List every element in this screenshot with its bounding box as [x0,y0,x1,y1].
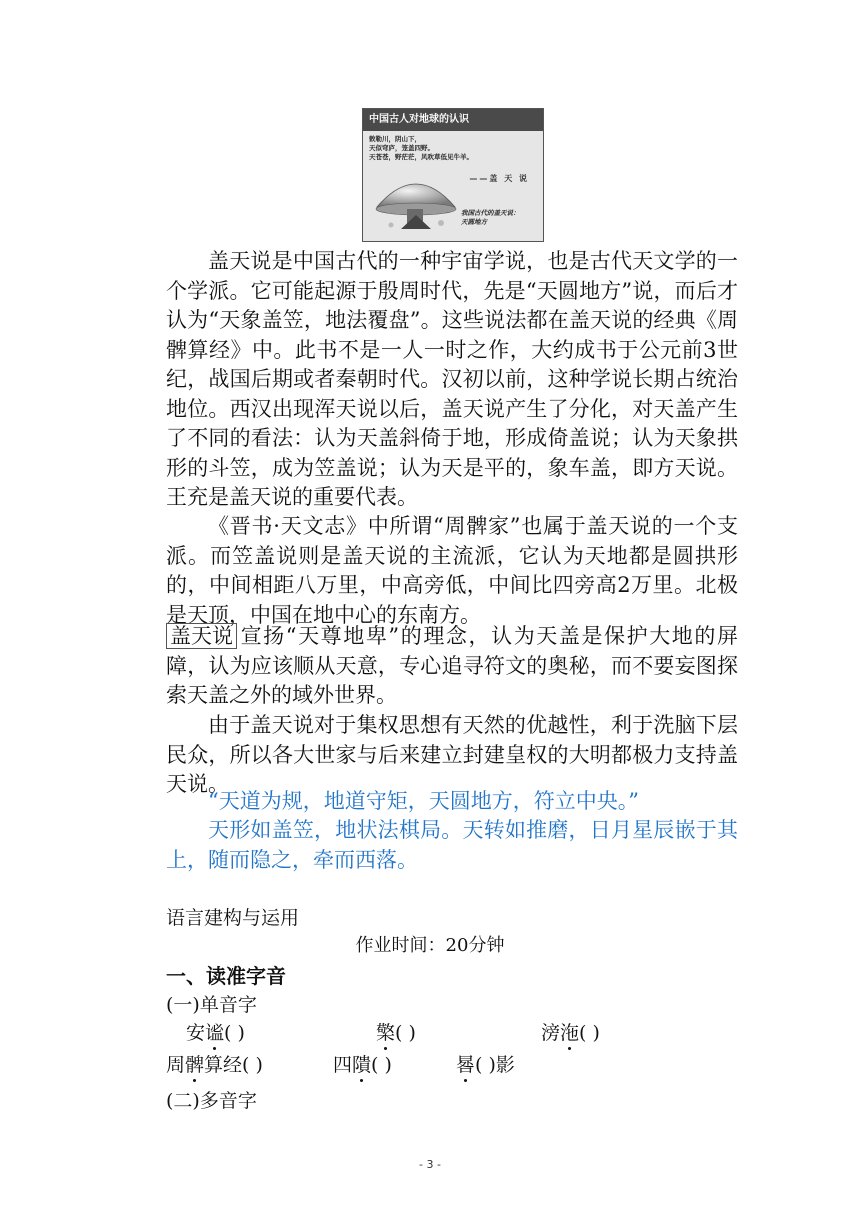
gaitian-illustration [362,108,544,242]
exercise-heading: 一、读准字音 [166,964,286,988]
poem-line: 天苍苍，野茫茫，风吹草低见牛羊。 [369,153,473,161]
boxed-term: 盖天说 [166,623,237,649]
subheading-single: (一)单音字 [166,994,257,1016]
figure-poem [369,135,473,162]
work-time: 作业时间：20分钟 [355,935,505,956]
answer-blank[interactable]: ( ) [371,1054,392,1076]
poem-line: 天似穹庐，笼盖四野。 [369,144,434,152]
paragraph-intro: 盖天说是中国古代的一种宇宙学说，也是古代天文学的一个学派。它可能起源于殷周时代，先是“天圆地方”说，而后才认为“天象盖笠，地法覆盘”。这些说法都在盖天说的经典《周髀算经》中。此书不是一人一时之作，大约成书于公元前3世纪，战国后期或者秦朝时代。汉初以前，这种学说长期占统治地位。西汉出现浑天说以后，盖天说产生了分化，对天盖产生了不同的看法：认为天盖斜倚于地，形成倚盖说；认为天象拱形的斗笠，成为笠盖说；认为天是平的，象车盖，即方天说。王充是盖天说的重要代表。 [166,249,738,509]
exercise-row-1c: 滂沲( ) [541,1018,600,1045]
paragraph-zhoubi: 《晋书·天文志》中所谓“周髀家”也属于盖天说的一个支派。而笠盖说则是盖天说的主流派，它认为天地都是圆拱形的，中间相距八万里，中高旁低，中间比四旁高2万里。北极是天顶，中国在地中心的东南方。 [166,514,738,627]
quote-line-1: “天道为规，地道守矩，天圆地方，符立中央。” [208,789,639,813]
boxed-para-text: 宣扬“天尊地卑”的理念，认为天盖是保护大地的屏障，认为应该顺从天意，专心追寻符文的奥秘，而不要妄图探索天盖之外的域外世界。 [166,624,738,707]
section-title: 语言建构与运用 [166,907,300,929]
figure-title: 中国古人对地球的认识 [363,109,543,131]
subheading-multi: (二)多音字 [166,1090,257,1112]
exercise-row-1: 安谧( ) [186,1018,245,1045]
answer-blank[interactable]: ( ) [224,1022,245,1044]
paragraph-last: 由于盖天说对于集权思想有天然的优越性，利于洗脑下层民众，所以各大世家与后来建立封建皇权的大明都极力支持盖天说。 [166,713,738,796]
exercise-row-2c: 晷( )影 [456,1050,515,1077]
dome-sky-icon [371,167,461,237]
figure-attribution: ——盖 天 说 [469,174,529,183]
figure-caption [461,209,520,227]
quote-line-2: 天形如盖笠，地状法棋局。天转如推磨，日月星辰嵌于其上，随而隐之，牵而西落。 [166,818,738,872]
exercise-row-2b: 四隤( ) [333,1050,392,1077]
page-number: - 3 - [419,1158,441,1171]
answer-blank[interactable]: ( )影 [475,1054,515,1076]
caption-line: 天圆地方 [461,218,487,226]
poem-line: 敕勒川，阴山下， [369,135,421,143]
paragraph-boxed [166,622,738,711]
answer-blank[interactable]: ( ) [579,1022,600,1044]
caption-line: 我国古代的盖天说： [461,209,520,217]
answer-blank[interactable]: 算经( ) [204,1054,263,1076]
exercise-row-1b: 檠( ) [376,1018,416,1045]
exercise-row-2: 周髀算经( ) [166,1050,263,1077]
answer-blank[interactable]: ( ) [395,1022,416,1044]
